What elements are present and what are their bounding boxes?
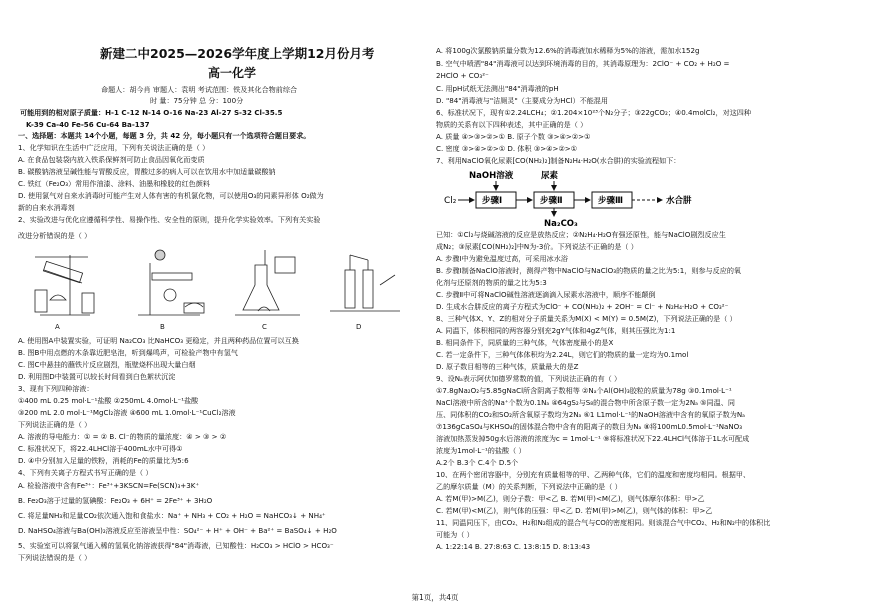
question-text: 6、标准状况下，现有①2.24LCH₄；②1.204×10²³个N₂分子；③22gCO₂；④0.4molCl₂，对这四种	[436, 108, 751, 117]
apparatus-d-image	[330, 255, 400, 311]
question-text: 压、同体积的CO₂和SO₂所含氧原子数均为2Nₐ ⑥1 L1mol·L⁻¹的NaOH溶液中含有的氧原子数为Nₐ	[436, 410, 745, 419]
figure-label: A	[55, 323, 60, 331]
process-flow-diagram	[436, 168, 766, 228]
option-text: B. 步骤Ⅰ制备NaClO溶液时，测得产物中NaClO与NaClO₃的物质的量之比为5:1，则参与反应的氧	[436, 266, 742, 275]
option-text: 2HClO + CO₃²⁻	[436, 71, 489, 80]
question-text: NaCl溶液中所含的Na⁺个数为0.1Nₐ ④64gS₂与S₈的混合物中所含原子数一定为2Nₐ ⑤同温、同	[436, 398, 735, 407]
flow-step1-label: 步骤Ⅰ	[482, 196, 503, 206]
option-text: C. 步骤Ⅱ中可将NaClO碱性溶液逐滴滴入尿素水溶液中，顺序不能颠倒	[436, 290, 656, 299]
flow-product-label: 水合肼	[666, 196, 692, 206]
atomic-masses: 可能用到的相对原子质量：H-1 C-12 N-14 O-16 Na-23 Al-27 S-32 Cl-35.5	[20, 108, 283, 117]
question-text: 成N₂；③尿素[CO(NH₂)₂]中N为-3价。下列说法不正确的是（ ）	[436, 242, 638, 251]
option-text: C. 标准状况下，将22.4LHCl溶于400mL水中可得①	[18, 444, 183, 453]
apparatus-a-image	[35, 255, 94, 315]
flow-cl2-label: Cl₂	[444, 196, 457, 206]
question-text: 2、实验改进与优化应遵循科学性、易操作性、安全性的原则，提升化学实验效率。下列有关实验	[18, 215, 321, 224]
question-text: ①7.8gNa₂O₂与5.85gNaCl所含阴离子数相等 ②Nₐ个Al(OH)₃胶粒的质量为78g ③0.1mol·L⁻¹	[436, 386, 732, 395]
figure-label: C	[262, 323, 267, 331]
apparatus-c-image	[235, 250, 300, 315]
question-text: 浓度为1mol·L⁻¹的盐酸（ ）	[436, 446, 526, 455]
question-text: 10、在两个密闭容器中，分别充有质量相等的甲、乙两种气体，它们的温度和密度均相同。根据甲、	[436, 470, 751, 479]
question-text: 11、同温同压下，由CO₂、H₂和N₂组成的混合气与CO的密度相同。则该混合气中CO₂、H₂和N₂中的体积比	[436, 518, 771, 527]
exam-subtitle: 高一化学	[208, 66, 257, 80]
option-text: D. 生成水合肼反应的离子方程式为ClO⁻ + CO(NH₂)₂ + 2OH⁻ = Cl⁻ + N₂H₄·H₂O + CO₃²⁻	[436, 302, 729, 311]
question-text: B. 碳酸钠溶液呈碱性能与胃酸反应，胃酸过多的病人可以在饮用水中加适量碳酸钠	[18, 167, 276, 176]
option-text: ③200 mL 2.0 mol·L⁻¹MgCl₂溶液 ④600 mL 1.0mol·L⁻¹CuCl₂溶液	[18, 408, 236, 417]
flow-step2-label: 步骤Ⅱ	[540, 196, 563, 206]
meta-line: 命题人：胡今肖 审题人：袁明 考试范围：铁及其化合物前综合	[101, 85, 298, 94]
option-text: C. 图C中悬挂的蘸铁片反应剧烈，瓶壁烧杯出现大量白烟	[18, 360, 196, 369]
option-text: C. 密度 ③>④>②>① D. 体积 ③>④>②>①	[436, 144, 578, 153]
question-text: 可能为（ ）	[436, 530, 474, 539]
question-text: 9、设Nₐ表示阿伏加德罗常数的值，下列说法正确的有（ ）	[436, 374, 622, 383]
question-text: 乙的摩尔质量（M）的关系判断，下列说法中正确的是（ ）	[436, 482, 622, 491]
option-text: B. 相同条件下，同质量的三种气体，气体密度最小的是X	[436, 338, 614, 347]
question-text: 8、三种气体X、Y、Z的相对分子质量关系为M(X) < M(Y) = 0.5M(Z)，下列说法正确的是（ ）	[436, 314, 737, 323]
question-text: C. 铁红（Fe₂O₃）常用作油漆、涂料、油墨和橡胶的红色颜料	[18, 179, 210, 188]
option-text: B. Fe₂O₃溶于过量的氢碘酸：Fe₂O₃ + 6H⁺ = 2Fe³⁺ + 3H₂O	[18, 496, 213, 505]
option-text: A. 使用图A中装置实验，可证明 Na₂CO₃ 比NaHCO₃ 更稳定，并且两种药品位置可以互换	[18, 336, 299, 345]
question-text: 物质的关系有以下四种表述，其中正确的是（ ）	[436, 120, 588, 129]
flow-na2co3-label: Na₂CO₃	[544, 219, 578, 228]
option-text: A. 1:22:14 B. 27:8:63 C. 13:8:15 D. 8:13:43	[436, 542, 591, 551]
atomic-masses: K-39 Ca-40 Fe-56 Cu-64 Ba-137	[26, 120, 150, 129]
option-text: ①400 mL 0.25 mol·L⁻¹盐酸 ②250mL 4.0mol·L⁻¹盐酸	[18, 396, 199, 405]
option-text: A. 质量 ④>③>②>① B. 原子个数 ③>④>②>①	[436, 132, 591, 141]
question-text: ⑦136gCaSO₄与KHSO₄的固体混合物中含有的阳离子的数目为Nₐ ⑧将100mL0.5mol·L⁻¹NaNO₃	[436, 422, 743, 431]
page-footer: 第1页，共4页	[411, 593, 459, 602]
question-text: 1、化学知识在生活中广泛应用，下列有关说法正确的是（ ）	[18, 143, 210, 152]
flow-step3-label: 步骤Ⅲ	[598, 196, 624, 206]
option-text: C. 若一定条件下，三种气体体积均为2.24L，则它们的物质的量一定均为0.1mol	[436, 350, 689, 359]
apparatus-b-image	[138, 250, 204, 315]
option-text: D. 利用图D中装置可以较长时间看到白色絮状沉淀	[18, 372, 176, 381]
section-heading: 一、选择题：本题共 14个小题，每题 3 分，共 42 分，每小题只有一个选项符合题目要求。	[18, 131, 311, 140]
question-text: 下列说法正确的是（ ）	[18, 420, 92, 429]
option-text: C. 将足量NH₃和足量CO₂依次通入饱和食盐水：Na⁺ + NH₃ + CO₂ + H₂O = NaHCO₃↓ + NH₄⁺	[18, 511, 326, 520]
figure-label: B	[160, 323, 165, 331]
question-text: 溶液加热蒸发掉50g水后溶液的浓度为c = 1mol·L⁻¹ ⑨将标准状况下22.4LHCl气体溶于1L水可配成	[436, 434, 750, 443]
option-text: A. 检验溶液中含有Fe³⁺：Fe³⁺+3KSCN=Fe(SCN)₃+3K⁺	[18, 481, 200, 490]
question-text: 下列说法错误的是（ ）	[18, 553, 92, 562]
option-text: 化剂与还原剂的物质的量之比为5:3	[436, 278, 547, 287]
question-text: 4、下列有关离子方程式书写正确的是（ ）	[18, 468, 153, 477]
option-text: A. 同温下，体积相同的两容器分别充2gY气体和4gZ气体，则其压强比为1:1	[436, 326, 676, 335]
option-text: B. 空气中喷洒"84"消毒液可以达到环境消毒的目的，其消毒原理为：2ClO⁻ + CO₂ + H₂O =	[436, 59, 730, 68]
question-text: 已知：①Cl₂与烧碱溶液的反应是放热反应；②N₂H₄·H₂O有强还原性，能与NaClO剧烈反应生	[436, 230, 726, 239]
lab-apparatus-figures	[30, 245, 420, 320]
question-text: 5、实验室可以将氯气通入稀的氢氧化钠溶液获得"84"消毒液，已知酸性：H₂CO₃ > HClO > HCO₃⁻	[18, 541, 334, 550]
exam-title: 新建二中2025—2026学年度上学期12月份月考	[100, 46, 375, 61]
flow-urea-label: 尿素	[541, 171, 559, 181]
figure-label: D	[356, 323, 362, 331]
option-text: A. 步骤Ⅰ中为避免温度过高，可采用冰水浴	[436, 254, 568, 263]
option-text: C. 用pH试纸无法测出"84"消毒液的pH	[436, 84, 559, 93]
option-text: D. NaHSO₄溶液与Ba(OH)₂溶液反应至溶液呈中性：SO₄²⁻ + H⁺ + OH⁻ + Ba²⁺ = BaSO₄↓ + H₂O	[18, 526, 337, 535]
option-text: A.2个 B.3个 C.4个 D.5个	[436, 458, 519, 467]
question-text: A. 在食品包装袋内放入铁系保鲜剂可防止食品因氧化而变质	[18, 155, 205, 164]
option-text: B. 图B中用点燃的木条靠近肥皂泡，听到爆鸣声，可检验产物中有氢气	[18, 348, 238, 357]
option-text: A. 将100g次氯酸钠质量分数为12.6%的消毒液加水稀释为5%的溶液，需加水152g	[436, 46, 700, 55]
option-text: D. 原子数目相等的三种气体，质量最大的是Z	[436, 362, 579, 371]
question-text: 新的自来水消毒剂	[18, 203, 75, 212]
question-text: 3、现有下列四种溶液：	[18, 384, 94, 393]
question-text: 改进分析错误的是（ ）	[18, 231, 92, 240]
flow-naoh-label: NaOH溶液	[469, 171, 514, 181]
option-text: D. ④中分别加入足量的铁粉，消耗的Fe的质量比为5:6	[18, 456, 189, 465]
option-text: C. 若M(甲)<M(乙)，则气体的压强：甲<乙 D. 若M(甲)>M(乙)，则气体的体积：甲>乙	[436, 506, 713, 515]
question-text: 7、利用NaClO氧化尿素[CO(NH₂)₂]制备N₂H₄·H₂O(水合肼)的实验流程如下：	[436, 156, 681, 165]
option-text: A. 溶液的导电能力：① = ② B. Cl⁻的物质的量浓度：④ > ③ > ②	[18, 432, 227, 441]
option-text: D. "84"消毒液与"洁厕灵"（主要成分为HCl）不能混用	[436, 96, 608, 105]
meta-line: 时 量：75分钟 总 分：100分	[150, 96, 244, 105]
option-text: A. 若M(甲)>M(乙)，则分子数：甲<乙 B. 若M(甲)<M(乙)，则气体摩尔体积：甲>乙	[436, 494, 705, 503]
question-text: D. 使用氯气对自来水消毒时可能产生对人体有害的有机氯化物，可以使用O₃的同素异形体 O₂做为	[18, 191, 324, 200]
